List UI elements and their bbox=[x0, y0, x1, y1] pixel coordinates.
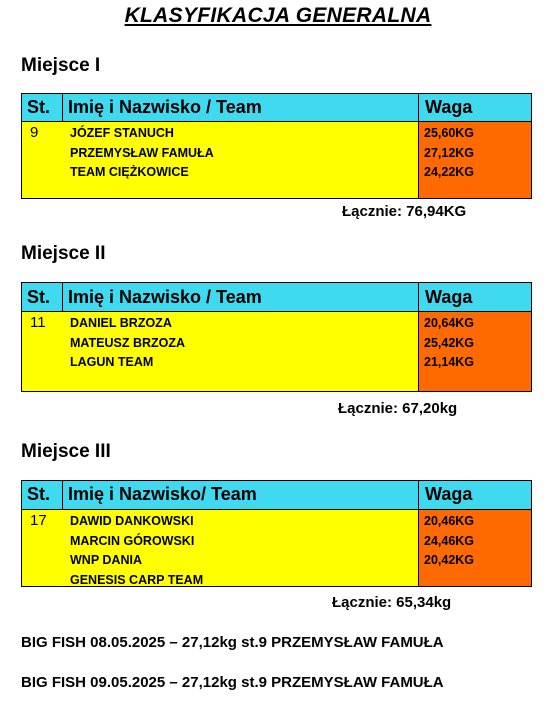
header-weight: Waga bbox=[425, 484, 473, 504]
place-3-total: Łącznie: 65,34kg bbox=[332, 594, 452, 611]
header-name: Imię i Nazwisko/ Team bbox=[68, 484, 257, 504]
station-number: 17 bbox=[30, 512, 47, 529]
weight-value: 20,64KG bbox=[424, 316, 475, 330]
place-3-table bbox=[21, 480, 532, 587]
place-1-heading: Miejsce I bbox=[21, 55, 101, 76]
team-name: LAGUN TEAM bbox=[70, 355, 154, 369]
team-name: TEAM CIĘŻKOWICE bbox=[70, 165, 189, 179]
weight-list bbox=[424, 124, 474, 183]
member-name: JÓZEF STANUCH bbox=[70, 126, 174, 140]
member-name: MARCIN GÓROWSKI bbox=[70, 533, 195, 548]
place-2-total: Łącznie: 67,20kg bbox=[338, 400, 458, 417]
member-name: DAWID DANKOWSKI bbox=[70, 514, 194, 528]
place-2-heading: Miejsce II bbox=[21, 243, 106, 264]
big-fish-line: BIG FISH 09.05.2025 – 27,12kg st.9 PRZEMYSŁAW FAMUŁA bbox=[21, 674, 444, 691]
table-header bbox=[22, 283, 531, 312]
weight-value: 24,46KG bbox=[424, 533, 475, 548]
member-name: MATEUSZ BRZOZA bbox=[70, 335, 186, 350]
member-list bbox=[70, 512, 203, 590]
member-list bbox=[70, 314, 185, 373]
member-name: DANIEL BRZOZA bbox=[70, 316, 172, 330]
header-st: St. bbox=[27, 484, 51, 504]
table-row bbox=[22, 122, 531, 198]
weight-value: 20,42KG bbox=[424, 553, 475, 567]
place-1-table bbox=[21, 93, 532, 199]
weight-list bbox=[424, 314, 474, 373]
header-weight: Waga bbox=[425, 287, 473, 307]
table-row bbox=[22, 510, 531, 586]
station-number: 9 bbox=[30, 124, 39, 141]
table-row bbox=[22, 312, 531, 391]
station-number: 11 bbox=[30, 314, 46, 331]
weight-list bbox=[424, 512, 474, 571]
team-name: GENESIS CARP TEAM bbox=[70, 572, 204, 587]
weight-value: 20,46KG bbox=[424, 514, 475, 528]
header-name: Imię i Nazwisko / Team bbox=[68, 287, 262, 307]
member-name: PRZEMYSŁAW FAMUŁA bbox=[70, 145, 214, 160]
weight-value: 25,42KG bbox=[424, 335, 475, 350]
weight-value: 25,60KG bbox=[424, 126, 475, 140]
header-name: Imię i Nazwisko / Team bbox=[68, 97, 262, 117]
table-header bbox=[22, 94, 531, 122]
table-header bbox=[22, 481, 531, 510]
big-fish-line: BIG FISH 08.05.2025 – 27,12kg st.9 PRZEMYSŁAW FAMUŁA bbox=[21, 634, 444, 651]
member-name: WNP DANIA bbox=[70, 553, 142, 567]
place-2-table bbox=[21, 282, 532, 392]
place-1-total: Łącznie: 76,94KG bbox=[342, 203, 467, 220]
member-list bbox=[70, 124, 214, 183]
weight-value: 27,12KG bbox=[424, 145, 475, 160]
header-st: St. bbox=[27, 97, 51, 117]
place-3-heading: Miejsce III bbox=[21, 441, 111, 462]
header-st: St. bbox=[27, 287, 51, 307]
weight-value: 24,22KG bbox=[424, 165, 475, 179]
page-title: KLASYFIKACJA GENERALNA bbox=[124, 4, 432, 27]
weight-value: 21,14KG bbox=[424, 355, 475, 369]
header-weight: Waga bbox=[425, 97, 473, 117]
